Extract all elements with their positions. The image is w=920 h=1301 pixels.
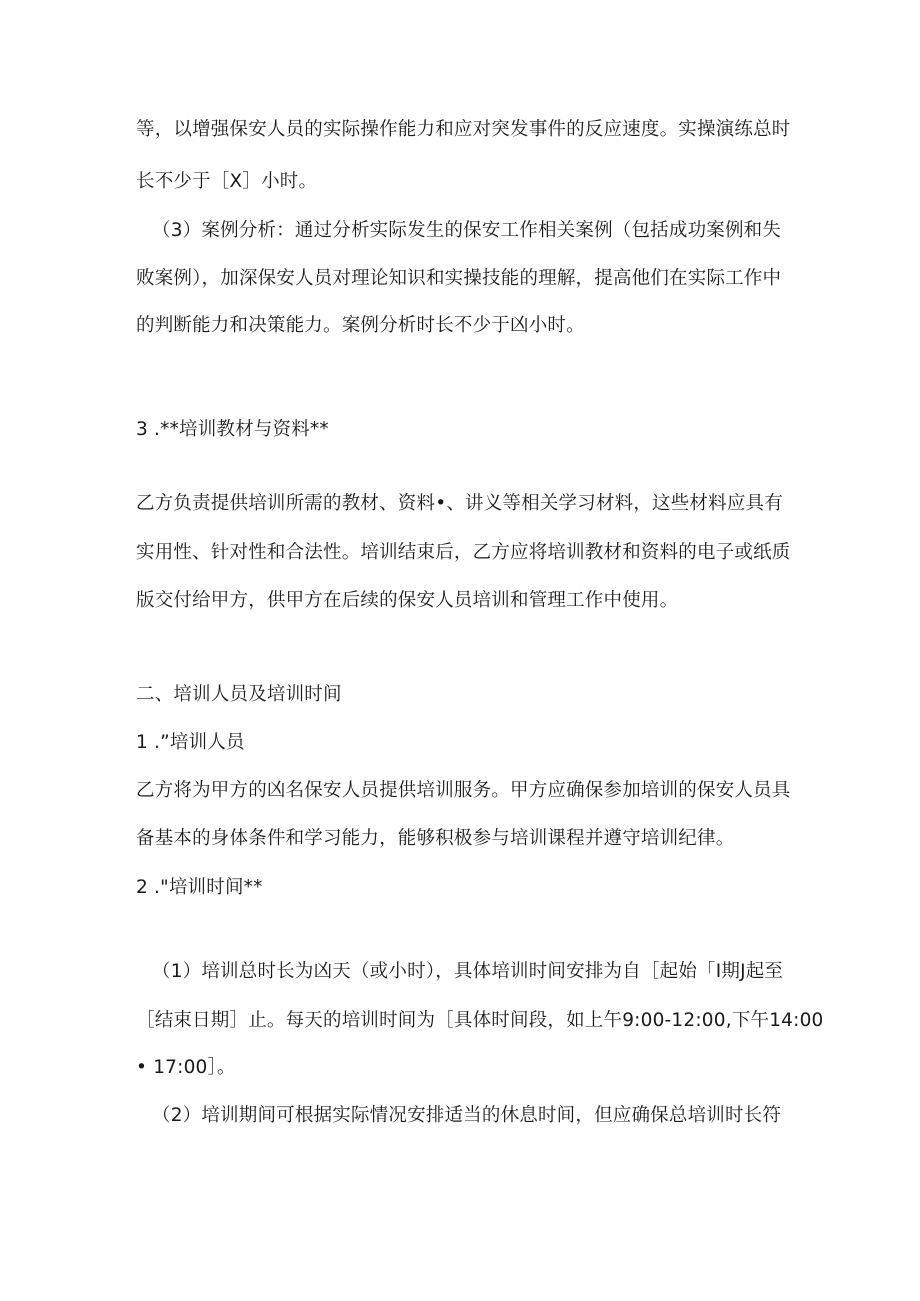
section-heading: 二、培训人员及培训时间 (136, 684, 342, 705)
paragraph-line: • 17:00］。 (136, 1057, 236, 1078)
paragraph-line: 实用性、针对性和合法性。培训结束后，乙方应将培训教材和资料的电子或纸质 (136, 542, 791, 563)
paragraph-line: 版交付给甲方，供甲方在后续的保安人员培训和管理工作中使用。 (136, 590, 679, 611)
paragraph-line: 等，以增强保安人员的实际操作能力和应对突发事件的反应速度。实操演练总时 (136, 119, 791, 140)
paragraph-line: ［结束日期］止。每天的培训时间为［具体时间段，如上午9:00-12:00,下午14:00 (136, 1010, 824, 1031)
paragraph-line: 乙方将为甲方的凶名保安人员提供培训服务。甲方应确保参加培训的保安人员具 (136, 780, 791, 801)
subsection-heading: 2 ."培训时间** (136, 877, 263, 898)
paragraph-line: （1）培训总时长为凶天（或小时），具体培训时间安排为自［起始「I期J起至 (152, 961, 784, 982)
section-heading: 3 .**培训教材与资料** (136, 419, 329, 440)
paragraph-line: 败案例），加深保安人员对理论知识和实操技能的理解，提高他们在实际工作中 (136, 268, 782, 289)
paragraph-line: 备基本的身体条件和学习能力，能够积极参与培训课程并遵守培训纪律。 (136, 828, 735, 849)
paragraph-line: （2）培训期间可根据实际情况安排适当的休息时间，但应确保总培训时长符 (152, 1105, 782, 1126)
paragraph-line: 长不少于［X］小时。 (136, 171, 318, 192)
subsection-heading: 1 .”培训人员 (136, 732, 245, 753)
paragraph-line: 的判断能力和决策能力。案例分析时长不少于凶小时。 (136, 315, 585, 336)
paragraph-line: 乙方负责提供培训所需的教材、资料•、讲义等相关学习材料，这些材料应具有 (136, 493, 783, 514)
paragraph-line: （3）案例分析：通过分析实际发生的保安工作相关案例（包括成功案例和失 (152, 220, 782, 241)
